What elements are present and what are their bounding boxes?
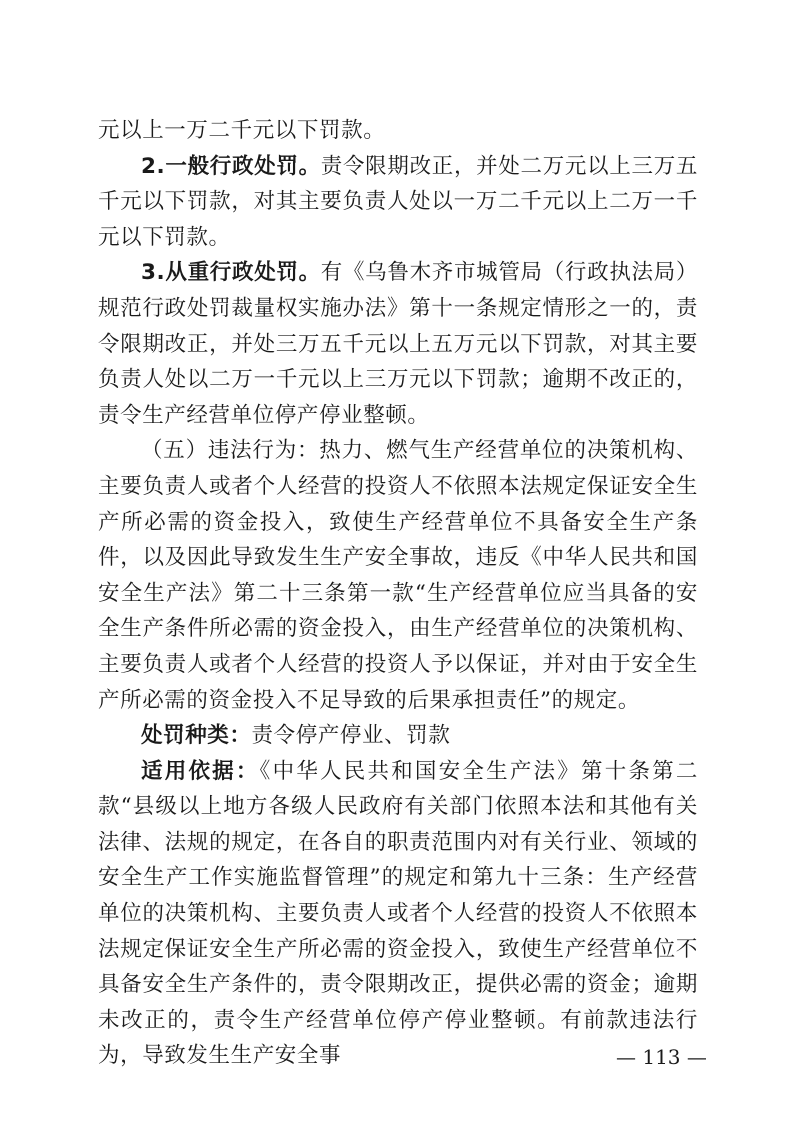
paragraph-text: 元以上一万二千元以下罚款。 [98, 118, 386, 143]
paragraph-continuation [98, 113, 698, 149]
paragraph-text: 《中华人民共和国安全生产法》第十条第二款“县级以上地方各级人民政府有关部门依照本法和其他有关法律、法规的规定，在各自的职责范围内对有关行业、领域的安全生产工作实施监督管理”的规定和第九十三条：生产经营单位的决策机构、主要负责人或者个人经营的投资人不依照本法规定保证安全生产所必需的资金投入，致使生产经营单位不具备安全生产条件的，责令限期改正，提供必需的资金；逾期未改正的，责令生产经营单位停产停业整顿。有前款违法行为，导致发生生产安全事 [98, 758, 698, 1069]
paragraph-text: （五）违法行为：热力、燃气生产经营单位的决策机构、主要负责人或者个人经营的投资人不依照本法规定保证安全生产所必需的资金投入，致使生产经营单位不具备安全生产条件，以及因此导致发生生产安全事故，违反《中华人民共和国安全生产法》第二十三条第一款“生产经营单位应当具备的安全生产条件所必需的资金投入，由生产经营单位的决策机构、主要负责人或者个人经营的投资人予以保证，并对由于安全生产所必需的资金投入不足导致的后果承担责任”的规定。 [98, 438, 698, 713]
paragraph-heading: 适用依据： [141, 758, 260, 784]
paragraph-text: 责令停产停业、罚款 [251, 723, 451, 749]
page-number: — 113 — [616, 1045, 707, 1069]
paragraph-penalty-type [98, 718, 698, 754]
document-body [98, 113, 698, 1074]
paragraph-text: 责令限期改正，并处二万元以上三万五千元以下罚款，对其主要负责人处以一万二千元以上二万一千元以下罚款。 [98, 153, 699, 250]
paragraph-heading: 处罚种类： [141, 723, 252, 749]
paragraph-general-penalty [98, 149, 698, 256]
paragraph-text: 有《乌鲁木齐市城管局（行政执法局）规范行政处罚裁量权实施办法》第十一条规定情形之一的，责令限期改正，并处三万五千元以上五万元以下罚款，对其主要负责人处以二万一千元以上三万元以下罚款；逾期不改正的，责令生产经营单位停产停业整顿。 [98, 260, 699, 428]
paragraph-heading: 3.从重行政处罚。 [141, 260, 321, 286]
paragraph-legal-basis [98, 754, 698, 1074]
paragraph-violation [98, 433, 698, 718]
paragraph-heading: 2.一般行政处罚。 [141, 153, 321, 179]
paragraph-heavier-penalty [98, 255, 698, 433]
